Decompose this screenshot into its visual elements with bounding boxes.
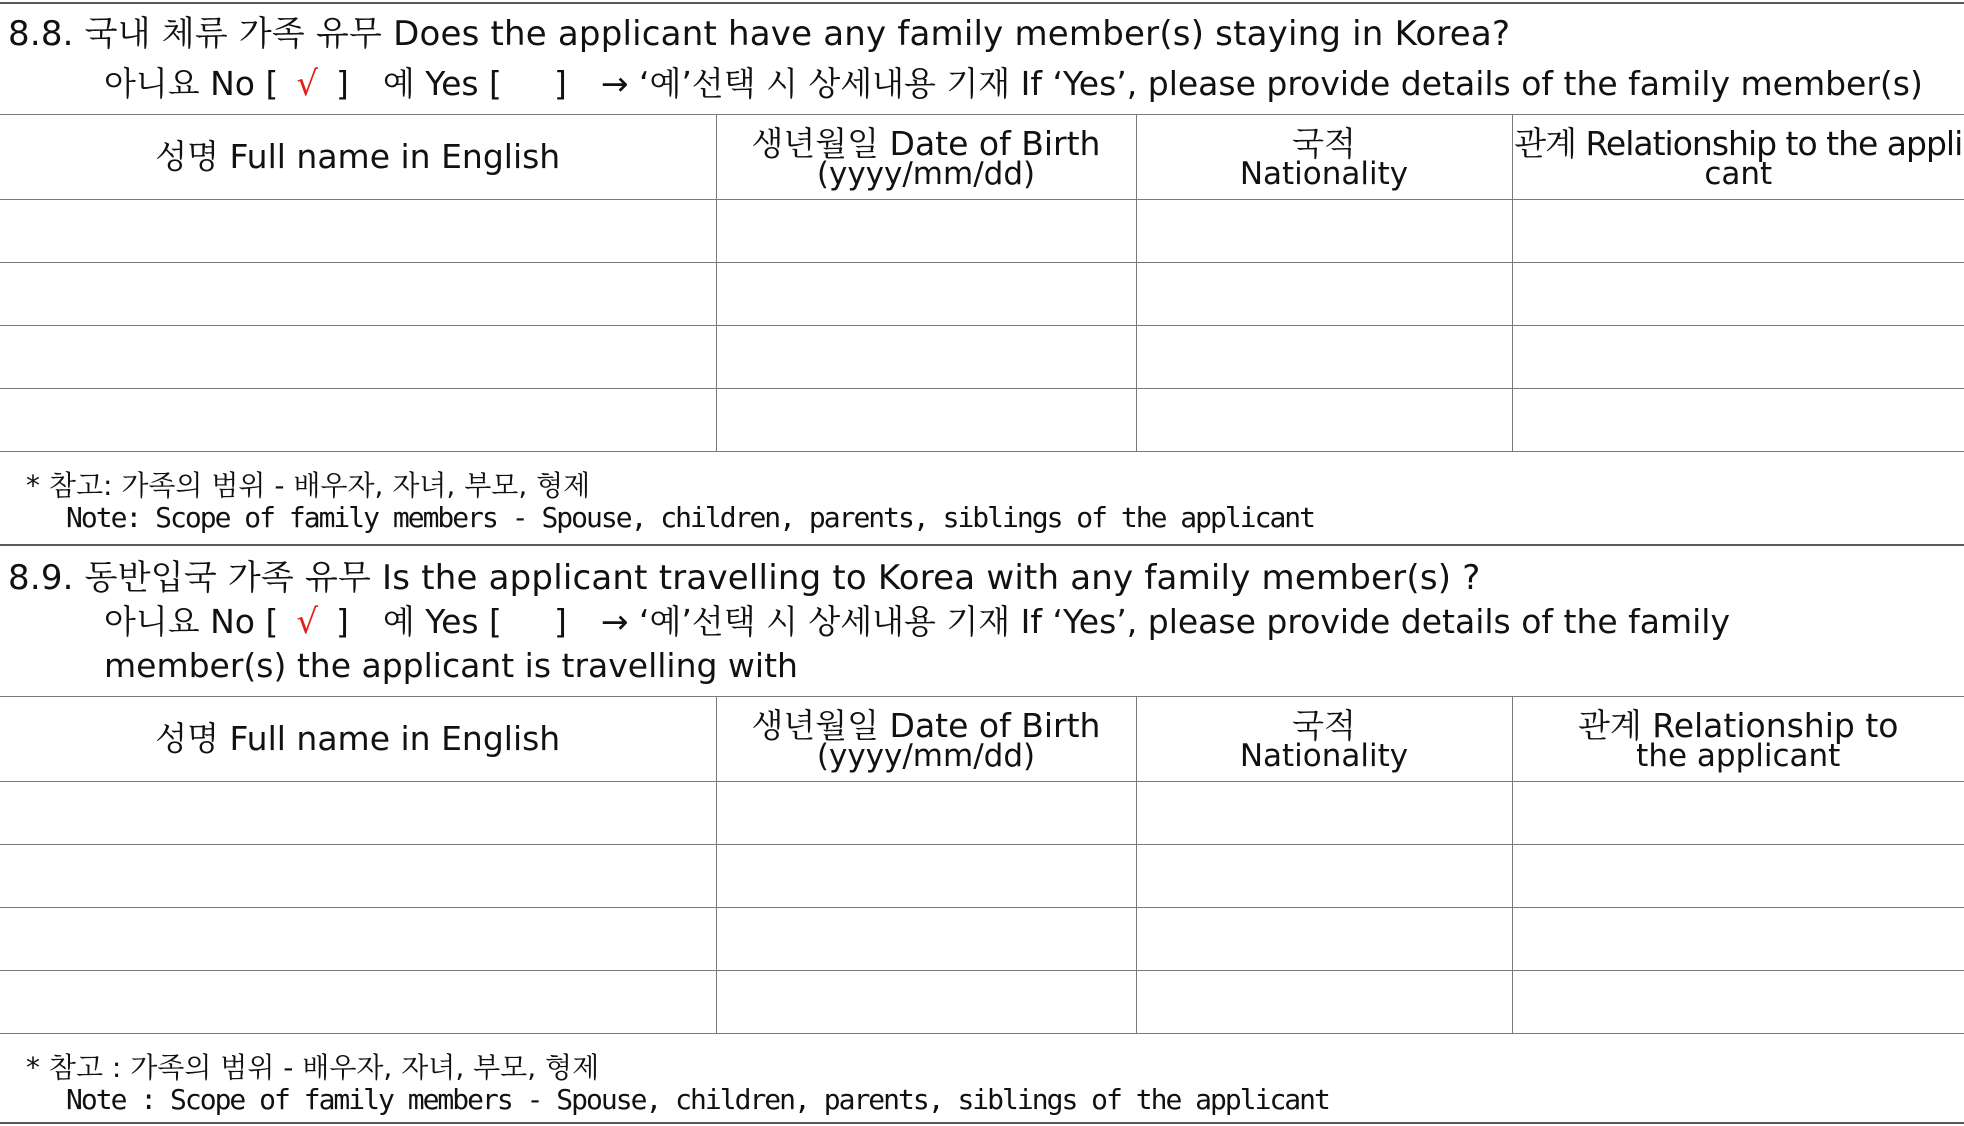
cell-date-of-birth[interactable] — [716, 326, 1136, 389]
cell-date-of-birth[interactable] — [716, 200, 1136, 263]
cell-relationship[interactable] — [1512, 971, 1964, 1034]
header-nationality-ko: 국적 — [1292, 706, 1356, 745]
cell-date-of-birth[interactable] — [716, 782, 1136, 845]
table-row — [0, 200, 1964, 263]
section-88-note-korean: * 참고: 가족의 범위 - 배우자, 자녀, 부모, 형제 — [26, 469, 591, 502]
cell-date-of-birth[interactable] — [716, 845, 1136, 908]
header-full-name-label: 성명 Full name in English — [155, 137, 561, 176]
top-rule — [0, 2, 1964, 4]
cell-nationality[interactable] — [1136, 782, 1512, 845]
header-relationship — [1512, 115, 1964, 200]
header-relationship-line2: cant — [1704, 156, 1773, 192]
cell-relationship[interactable] — [1512, 845, 1964, 908]
header-relationship-line1: 관계 Relationship to the appli — [1514, 124, 1963, 163]
cell-relationship[interactable] — [1512, 200, 1964, 263]
section-88-note-english: Note: Scope of family members - Spouse, children, parents, siblings of the applicant — [66, 501, 1315, 534]
cell-relationship[interactable] — [1512, 908, 1964, 971]
section-89-note-english: Note : Scope of family members - Spouse, children, parents, siblings of the applicant — [66, 1083, 1329, 1116]
header-nationality-en: Nationality — [1239, 738, 1409, 774]
cell-date-of-birth[interactable] — [716, 908, 1136, 971]
section-88-title: 8.8. 국내 체류 가족 유무 Does the applicant have any family member(s) staying in Korea? — [8, 14, 1511, 54]
header-dob-format: (yyyy/mm/dd) — [816, 738, 1036, 774]
cell-relationship[interactable] — [1512, 326, 1964, 389]
cell-nationality[interactable] — [1136, 908, 1512, 971]
header-date-of-birth — [716, 115, 1136, 200]
cell-full-name[interactable] — [0, 782, 716, 845]
table-row — [0, 263, 1964, 326]
section-89-instruction-continued: member(s) the applicant is travelling with — [104, 646, 798, 685]
header-nationality — [1136, 115, 1512, 200]
header-dob-format: (yyyy/mm/dd) — [816, 156, 1036, 192]
header-dob-label: 생년월일 Date of Birth — [751, 124, 1101, 163]
header-relationship-line2: the applicant — [1636, 738, 1841, 774]
header-dob-label: 생년월일 Date of Birth — [751, 706, 1101, 745]
section-89-no-checkbox[interactable]: √ — [296, 602, 319, 642]
cell-full-name[interactable] — [0, 200, 716, 263]
section-88-family-table — [0, 114, 1964, 452]
cell-date-of-birth[interactable] — [716, 389, 1136, 452]
table-row — [0, 389, 1964, 452]
table-row — [0, 908, 1964, 971]
cell-full-name[interactable] — [0, 263, 716, 326]
section-88-no-close: ] — [336, 64, 349, 103]
table-row — [0, 326, 1964, 389]
header-nationality — [1136, 697, 1512, 782]
header-full-name-label: 성명 Full name in English — [155, 719, 561, 758]
header-full-name — [0, 697, 716, 782]
section-88-yes-label: 예 Yes [ — [382, 64, 502, 103]
cell-nationality[interactable] — [1136, 263, 1512, 326]
cell-nationality[interactable] — [1136, 971, 1512, 1034]
cell-date-of-birth[interactable] — [716, 263, 1136, 326]
cell-relationship[interactable] — [1512, 263, 1964, 326]
section-88-no-checkbox[interactable]: √ — [296, 64, 319, 104]
section-89-answer-line — [104, 602, 1730, 642]
section-89-yes-label: 예 Yes [ — [382, 602, 502, 641]
section-divider — [0, 544, 1964, 546]
cell-nationality[interactable] — [1136, 845, 1512, 908]
header-relationship — [1512, 697, 1964, 782]
cell-relationship[interactable] — [1512, 782, 1964, 845]
table-row — [0, 782, 1964, 845]
bottom-rule — [0, 1122, 1964, 1124]
table-row — [0, 845, 1964, 908]
section-89-no-label: 아니요 No [ — [104, 602, 279, 641]
section-88-no-label: 아니요 No [ — [104, 64, 279, 103]
header-nationality-en: Nationality — [1239, 156, 1409, 192]
cell-full-name[interactable] — [0, 908, 716, 971]
section-88-yes-close: ] — [553, 64, 567, 103]
cell-full-name[interactable] — [0, 326, 716, 389]
section-89-title: 8.9. 동반입국 가족 유무 Is the applicant travelling to Korea with any family member(s) ? — [8, 558, 1481, 598]
section-89-no-close: ] — [336, 602, 349, 641]
cell-full-name[interactable] — [0, 845, 716, 908]
header-relationship-line1: 관계 Relationship to — [1578, 706, 1899, 745]
section-88-answer-line — [104, 64, 1923, 104]
table-header-row — [0, 115, 1964, 200]
section-88-instruction: → ‘예’선택 시 상세내용 기재 If ‘Yes’, please provide details of the family member(s) — [600, 64, 1923, 103]
table-row — [0, 971, 1964, 1034]
header-full-name — [0, 115, 716, 200]
section-89-instruction: → ‘예’선택 시 상세내용 기재 If ‘Yes’, please provide details of the family — [600, 602, 1731, 641]
cell-nationality[interactable] — [1136, 200, 1512, 263]
cell-nationality[interactable] — [1136, 389, 1512, 452]
section-89-family-table — [0, 696, 1964, 1034]
cell-full-name[interactable] — [0, 971, 716, 1034]
section-89-yes-close: ] — [553, 602, 567, 641]
section-89-note-korean: * 참고 : 가족의 범위 - 배우자, 자녀, 부모, 형제 — [26, 1051, 600, 1084]
cell-date-of-birth[interactable] — [716, 971, 1136, 1034]
table-header-row — [0, 697, 1964, 782]
header-date-of-birth — [716, 697, 1136, 782]
header-nationality-ko: 국적 — [1292, 124, 1356, 163]
cell-relationship[interactable] — [1512, 389, 1964, 452]
cell-full-name[interactable] — [0, 389, 716, 452]
cell-nationality[interactable] — [1136, 326, 1512, 389]
